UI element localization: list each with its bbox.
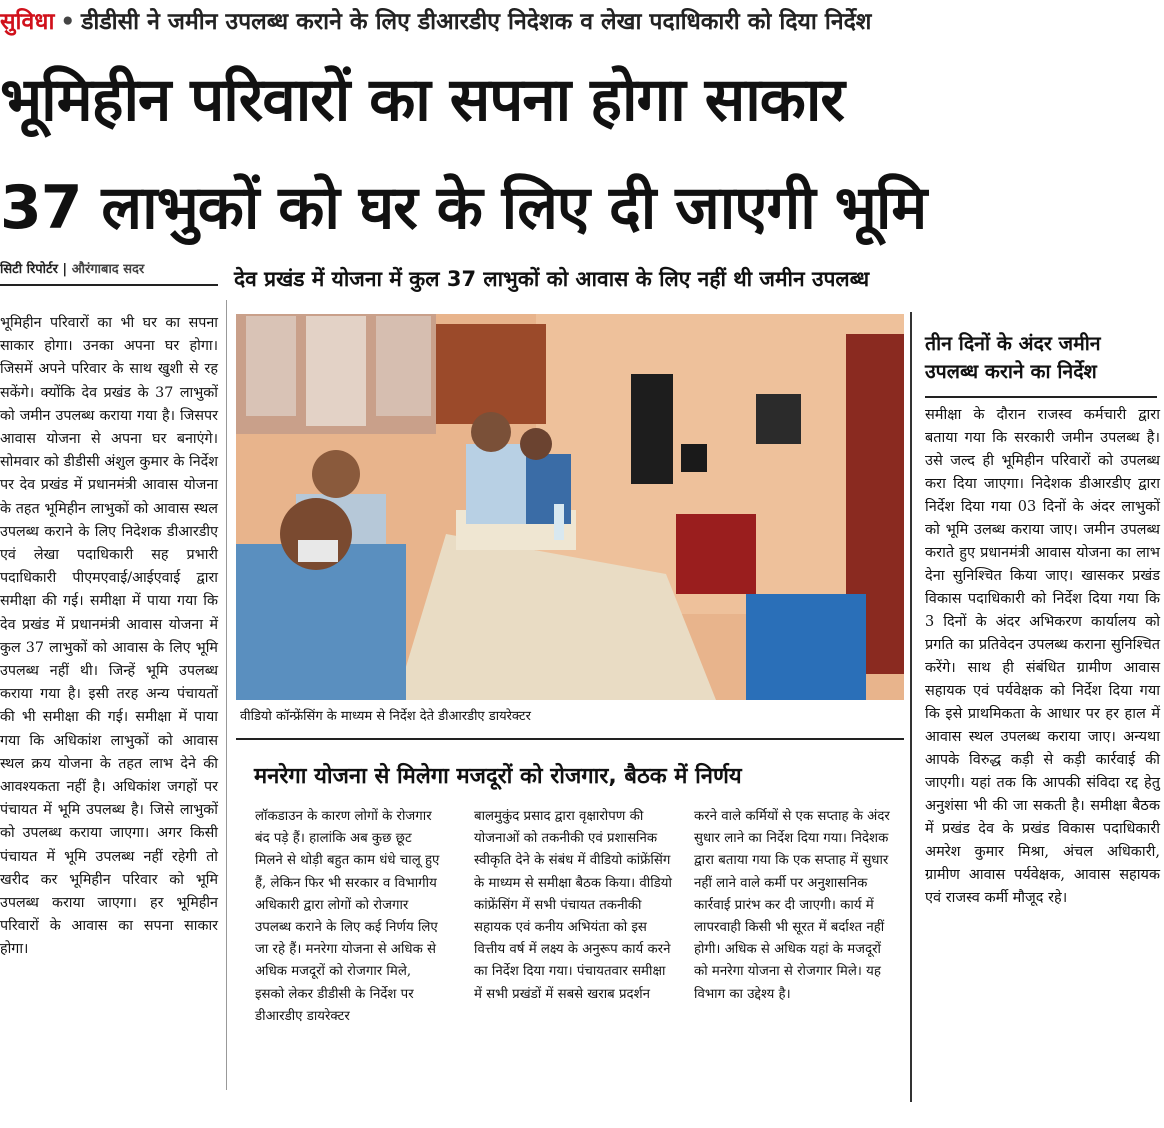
section-column-3: करने वाले कर्मियों से एक सप्ताह के अंदर सुधार लाने का निर्देश दिया गया। निदेशक द्वारा बताया गया कि एक सप्ताह में सुधार नहीं लाने वाले कर्मी पर अनुशासनिक कार्रवाई प्रारंभ कर दी जाएगी। कार्य में लापरवाही किसी भी सूरत में बर्दाश्त नहीं होगी। अधिक से अधिक यहां के मजदूरों को मनरेगा योजना से रोजगार मिले। यह विभाग का उद्देश्य है। [694, 809, 890, 1002]
section-column-1: लॉकडाउन के कारण लोगों के रोजगार बंद पड़े हैं। हालांकि अब कुछ छूट मिलने से थोड़ी बहुत काम धंधे चालू हुए हैं, लेकिन फिर भी सरकार व विभागीय अधिकारी द्वारा लोगों को रोजगार उपलब्ध कराने के लिए कई निर्णय लिए जा रहे हैं। मनरेगा योजना से अधिक से अधिक मजदूरों को रोजगार मिले, इसको लेकर डीडीसी के निर्देश पर डीआरडीए डायरेक्टर [255, 809, 440, 1024]
byline-rule [0, 284, 218, 286]
kicker-text: डीडीसी ने जमीन उपलब्ध कराने के लिए डीआरडीए निदेशक व लेखा पदाधिकारी को दिया निर्देश [81, 9, 872, 35]
photo-caption: वीडियो कॉन्फ्रेंसिंग के माध्यम से निर्देश देते डीआरडीए डायरेक्टर [240, 709, 531, 724]
byline-place: औरंगाबाद सदर [71, 262, 145, 277]
sidebar-divider [910, 312, 912, 1102]
headline-line-2: 37 लाभुकों को घर के लिए दी जाएगी भूमि [0, 173, 927, 243]
column-1-body: भूमिहीन परिवारों का भी घर का सपना साकार होगा। उनका अपना घर होगा। जिसमें अपने परिवार के साथ खुशी से रह सकेंगे। क्योंकि देव प्रखंड के 37 लाभुकों को जमीन उपलब्ध कराया गया है। जिसपर आवास योजना से अपना घर बनाएंगे। सोमवार को डीडीसी अंशुल कुमार के निर्देश पर देव प्रखंड में प्रधानमंत्री आवास योजना के तहत भूमिहीन लाभुकों को आवास स्थल उपलब्ध कराने के लिए निदेशक डीआरडीए एवं लेखा पदाधिकारी सह प्रभारी पदाधिकारी पीएमएवाई/आईएवाई द्वारा समीक्षा की गई। समीक्षा में पाया गया कि देव प्रखंड में प्रधानमंत्री आवास योजना में कुल 37 लाभुकों को आवास के लिए भूमि उपलब्ध नहीं थी। जिन्हें भूमि उपलब्ध कराया गया है। इसी तरह अन्य पंचायतों की भी समीक्षा की गई। समीक्षा में पाया गया कि अधिकांश लाभुकों को आवास स्थल क्रय योजना के तहत लाभ देने की आवश्यकता नहीं है। अधिकांश जगहों पर पंचायत में भूमि उपलब्ध है। जिसे लाभुकों को उपलब्ध कराया जाएगा। अगर किसी पंचायत में भूमि उपलब्ध नहीं रहेगी तो खरीद कर भूमिहीन परिवार को भूमि उपलब्ध कराया जाएगा। हर भूमिहीन परिवारों के आवास का सपना साकार होगा। [0, 315, 218, 958]
caption-rule [236, 738, 904, 740]
meeting-photo-illustration [236, 314, 904, 700]
sidebar-body: समीक्षा के दौरान राजस्व कर्मचारी द्वारा बताया गया कि सरकारी जमीन उपलब्ध है। उसे जल्द ही भूमिहीन परिवारों को उपलब्ध करा दिया जाएगा। निदेशक डीआरडीए द्वारा निर्देश दिया गया 03 दिनों के अंदर लाभुकों को भूमि उलब्ध कराया जाए। जमीन उपलब्ध कराते हुए प्रधानमंत्री आवास योजना का लाभ देना सुनिश्चित किया जाए। खासकर प्रखंड विकास पदाधिकारी को निर्देश दिया गया कि 3 दिनों के अंदर अभिकरण कार्यालय को प्रगति का प्रतिवेदन उपलब्ध कराना सुनिश्चित करेंगे। साथ ही संबंधित ग्रामीण आवास सहायक एवं पर्यवेक्षक को निर्देश दिया गया कि इसे प्राथमिकता के आधार पर हर हाल में आवास स्थल उपलब्ध कराया जाए। अन्यथा आपके विरुद्ध कड़ी से कड़ी कार्रवाई की जाएगी। यहां तक कि आपकी संविदा रद्द हेतु अनुशंसा भी की जा सकती है। समीक्षा बैठक में प्रखंड देव के प्रखंड विकास पदाधिकारी अमरेश कुमार मिश्रा, अंचल अधिकारी, ग्रामीण आवास पर्यवेक्षक, आवास सहायक एवं राजस्व कर्मी मौजूद रहे। [925, 407, 1160, 906]
section-heading: मनरेगा योजना से मिलेगा मजदूरों को रोजगार, बैठक में निर्णय [254, 764, 742, 789]
kicker-label: सुविधा [0, 9, 55, 35]
kicker-line [0, 0, 1164, 44]
byline [0, 259, 220, 281]
meeting-photo [236, 314, 904, 700]
headline-line-1: भूमिहीन परिवारों का सपना होगा साकार [0, 65, 844, 135]
sidebar-heading-rule [925, 396, 1157, 398]
column-divider-left [226, 300, 227, 1090]
section-column-2: बालमुकुंद प्रसाद द्वारा वृक्षारोपण की योजनाओं को तकनीकी एवं प्रशासनिक स्वीकृति देने के संबंध में वीडियो कांफ्रेंसिंग के माध्यम से समीक्षा बैठक किया। वीडियो कांफ्रेंसिंग में सभी पंचायत तकनीकी सहायक एवं कनीय अभियंता को इस वित्तीय वर्ष में लक्ष्य के अनुरूप कार्य करने का निर्देश दिया गया। पंचायतवार समीक्षा में सभी प्रखंडों में सबसे खराब प्रदर्शन [474, 809, 672, 1002]
byline-separator: | [57, 262, 72, 277]
kicker-bullet: • [60, 9, 76, 35]
byline-reporter: सिटी रिपोर्टर [0, 262, 58, 277]
sidebar-heading: तीन दिनों के अंदर जमीन उपलब्ध कराने का निर्देश [925, 332, 1101, 383]
subhead: देव प्रखंड में योजना में कुल 37 लाभुकों को आवास के लिए नहीं थी जमीन उपलब्ध [234, 267, 870, 291]
